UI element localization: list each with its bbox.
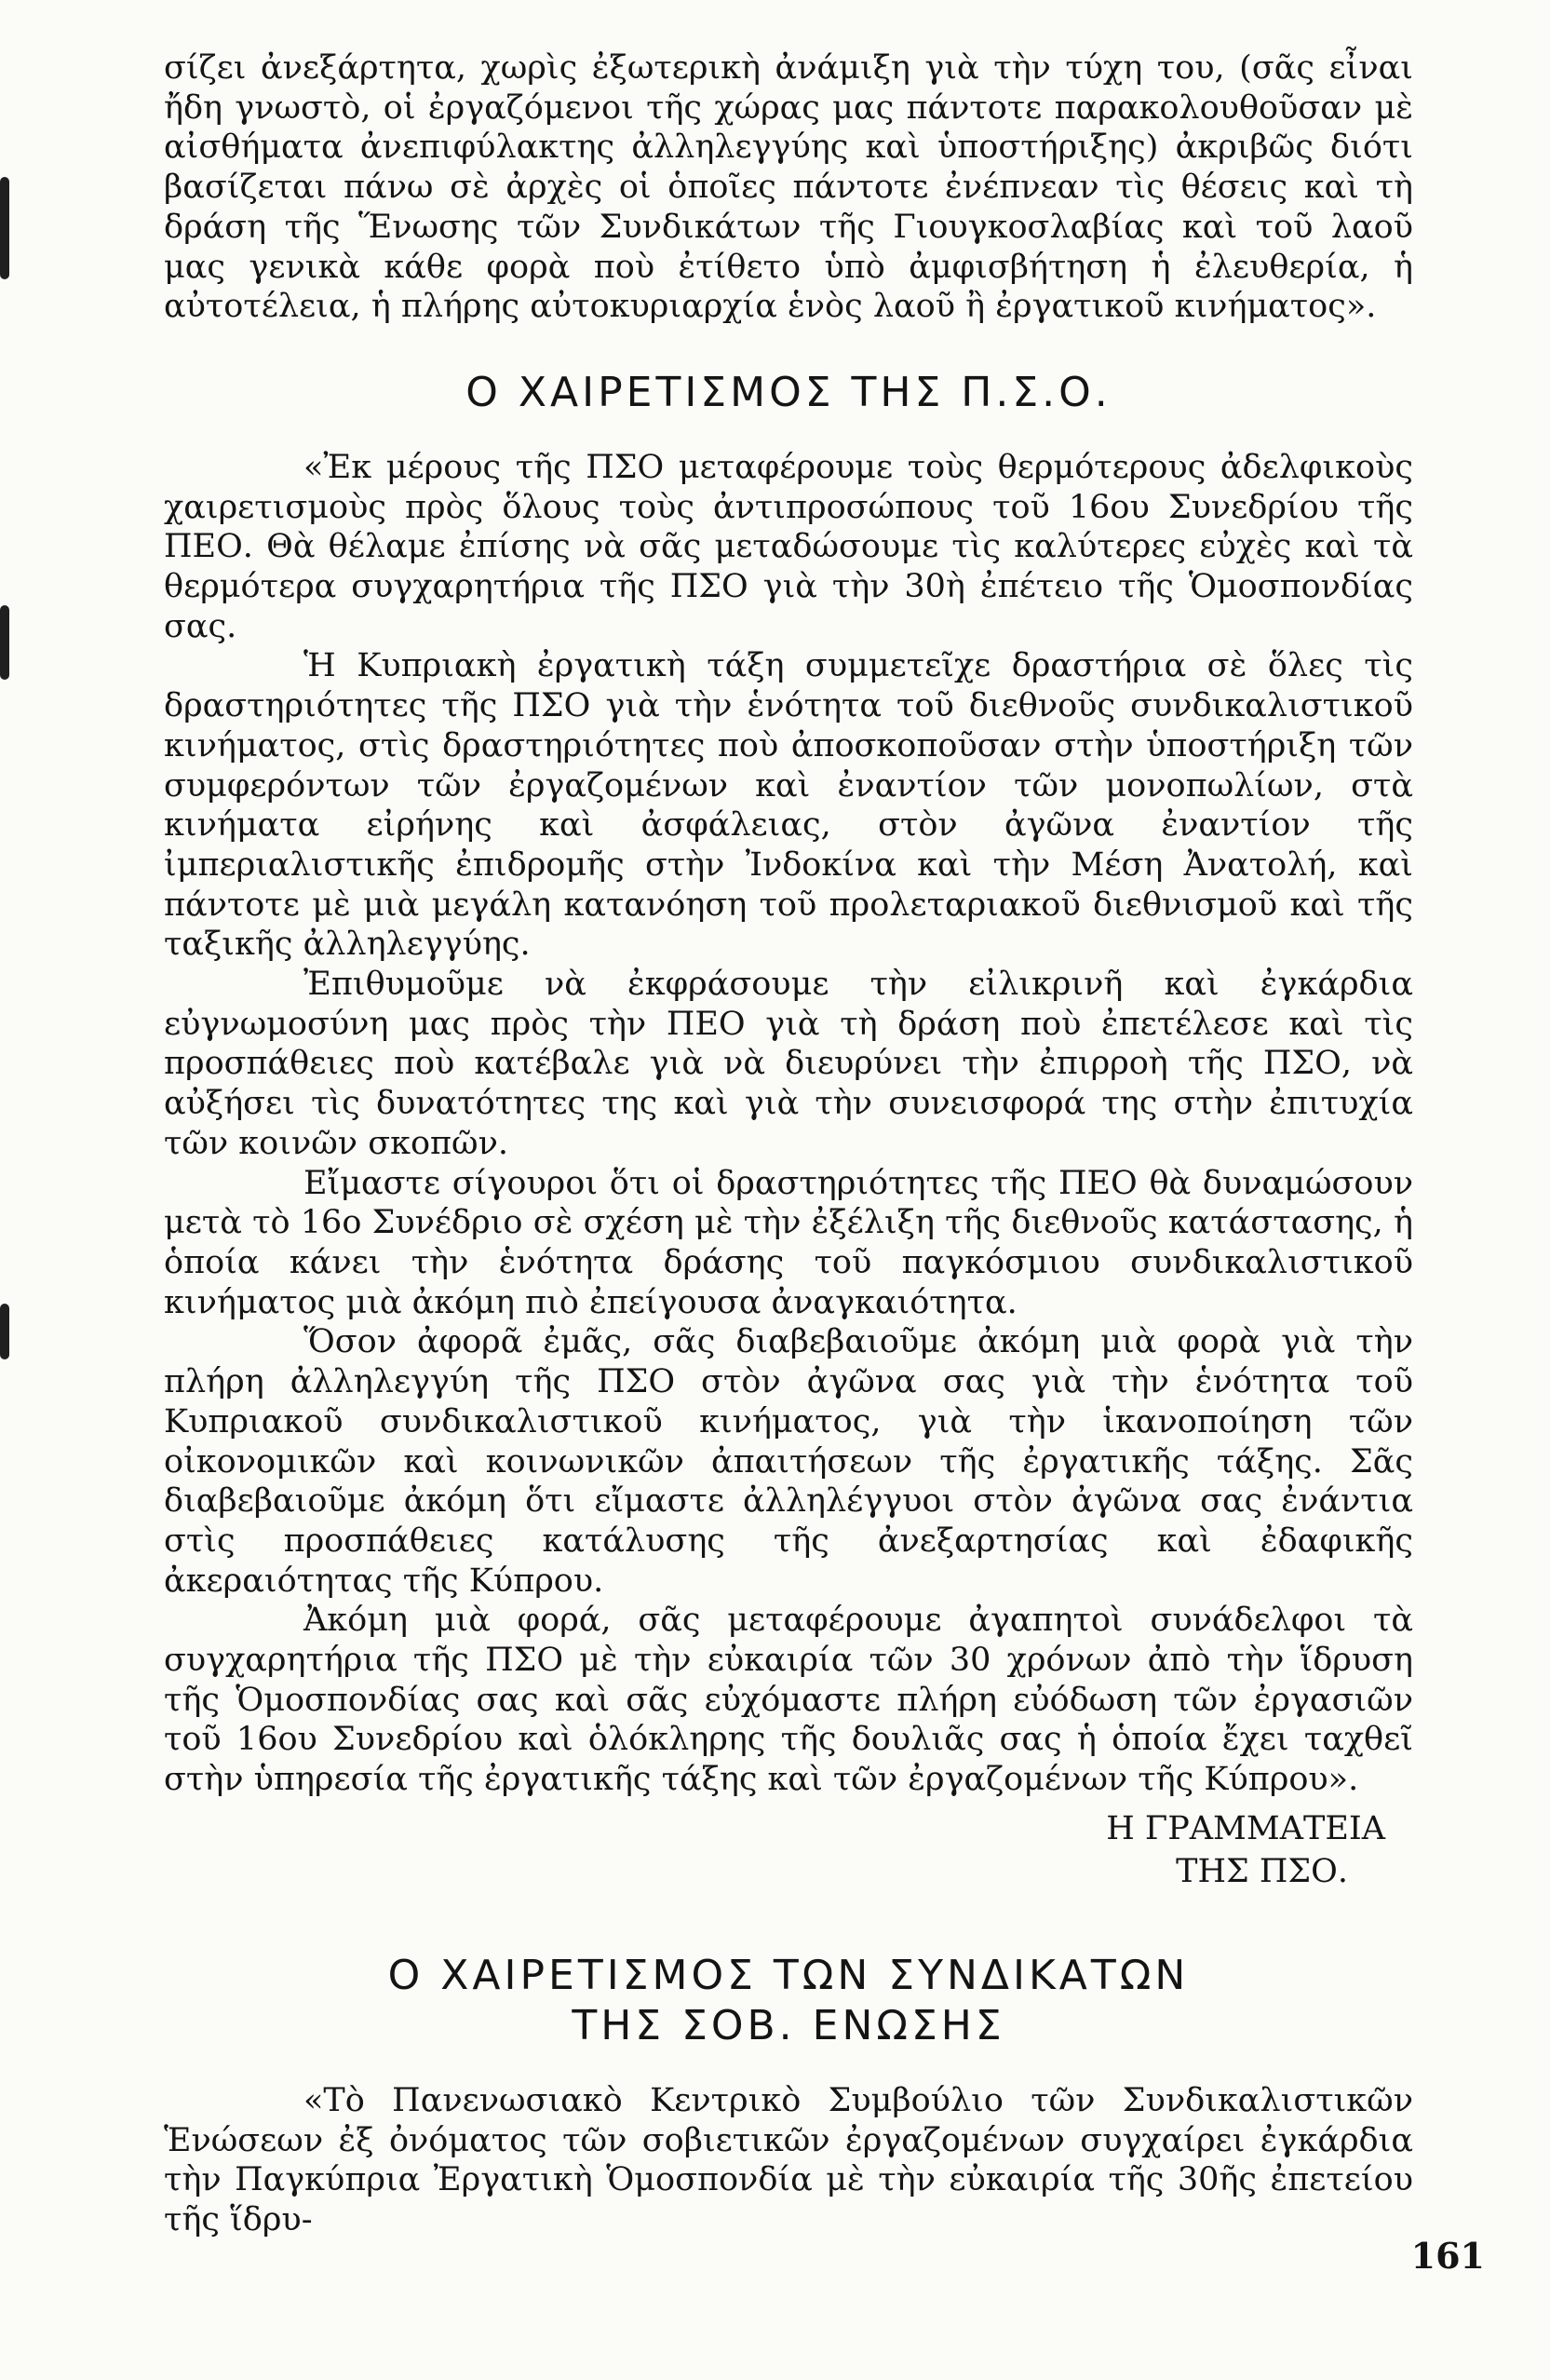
- heading-soviet-greeting: [164, 1951, 1413, 2051]
- signature-line: ΤΗΣ ΠΣΟ.: [1176, 1852, 1348, 1890]
- page-number: 161: [1410, 2235, 1485, 2277]
- page-body: [164, 48, 1413, 2240]
- paragraph: «Τὸ Πανενωσιακὸ Κεντρικὸ Συμβούλιο τῶν Συνδικαλιστικῶν Ἑνώσεων ἐξ ὀνόματος τῶν σοβιετικῶν ἐργαζομένων συγχαίρει ἐγκάρδια τὴν Παγκύπρια Ἐργατικὴ Ὁμοσπονδία μὲ τὴν εὐκαιρία τῆς 30ῆς ἐπετείου τῆς ἵδρυ-: [164, 2081, 1413, 2238]
- paragraph-continuation: σίζει ἀνεξάρτητα, χωρὶς ἐξωτερικὴ ἀνάμιξη γιὰ τὴν τύχη του, (σᾶς εἶναι ἤδη γνωστὸ, οἱ ἐργαζόμενοι τῆς χώρας μας πάντοτε παρακολουθοῦσαν μὲ αἰσθήματα ἀνεπιφύλακτης ἀλληλεγγύης καὶ ὑποστήριξης) ἀκριβῶς διότι βασίζεται πάνω σὲ ἀρχὲς οἱ ὁποῖες πάντοτε ἐνέπνεαν τὶς θέσεις καὶ τὴ δράση τῆς Ἕνωσης τῶν Συνδικάτων τῆς Γιουγκοσλαβίας καὶ τοῦ λαοῦ μας γενικὰ κάθε φορὰ ποὺ ἐτίθετο ὑπὸ ἀμφισβήτηση ἡ ἐλευθερία, ἡ αὐτοτέλεια, ἡ πλήρης αὐτοκυριαρχία ἑνὸς λαοῦ ἢ ἐργατικοῦ κινήματος».: [164, 49, 1413, 326]
- paragraph: Ὅσον ἀφορᾶ ἐμᾶς, σᾶς διαβεβαιοῦμε ἀκόμη μιὰ φορὰ γιὰ τὴν πλήρη ἀλληλεγγύη τῆς ΠΣΟ στὸν ἀγῶνα σας γιὰ τὴν ἑνότητα τοῦ Κυπριακοῦ συνδικαλιστικοῦ κινήματος, γιὰ τὴν ἱκανοποίηση τῶν οἰκονομικῶν καὶ κοινωνικῶν ἀπαιτήσεων τῆς ἐργατικῆς τάξης. Σᾶς διαβεβαιοῦμε ἀκόμη ὅτι εἴμαστε ἀλληλέγγυοι στὸν ἀγῶνα σας ἐνάντια στὶς προσπάθειες κατάλυσης τῆς ἀνεξαρτησίας καὶ ἐδαφικῆς ἀκεραιότητας τῆς Κύπρου.: [164, 1323, 1413, 1600]
- binding-mark: [0, 605, 9, 680]
- paragraph: «Ἐκ μέρους τῆς ΠΣΟ μεταφέρουμε τοὺς θερμότερους ἀδελφικοὺς χαιρετισμοὺς πρὸς ὅλους τοὺς ἀντιπροσώπους τοῦ 16ου Συνεδρίου τῆς ΠΕΟ. Θὰ θέλαμε ἐπίσης νὰ σᾶς μεταδώσουμε τὶς καλύτερες εὐχὲς καὶ τὰ θερμότερα συγχαρητήρια τῆς ΠΣΟ γιὰ τὴν 30ὴ ἐπέτειο τῆς Ὁμοσπονδίας σας.: [164, 448, 1413, 645]
- paragraph: Ἡ Κυπριακὴ ἐργατικὴ τάξη συμμετεῖχε δραστήρια σὲ ὅλες τὶς δραστηριότητες τῆς ΠΣΟ γιὰ τὴν ἑνότητα τοῦ διεθνοῦς συνδικαλιστικοῦ κινήματος, στὶς δραστηριότητες ποὺ ἀποσκοποῦσαν στὴν ὑποστήριξη τῶν συμφερόντων τῶν ἐργαζομένων καὶ ἐναντίον τῶν μονοπωλίων, στὰ κινήματα εἰρήνης καὶ ἀσφάλειας, στὸν ἀγῶνα ἐναντίον τῆς ἰμπεριαλιστικῆς ἐπιδρομῆς στὴν Ἰνδοκίνα καὶ τὴν Μέση Ἀνατολή, καὶ πάντοτε μὲ μιὰ μεγάλη κατανόηση τοῦ προλεταριακοῦ διεθνισμοῦ καὶ τῆς ταξικῆς ἀλληλεγγύης.: [164, 647, 1413, 964]
- binding-mark: [0, 1304, 9, 1359]
- paragraph: Ἀκόμη μιὰ φορά, σᾶς μεταφέρουμε ἀγαπητοὶ συνάδελφοι τὰ συγχαρητήρια τῆς ΠΣΟ μὲ τὴν εὐκαιρία τῶν 30 χρόνων ἀπὸ τὴν ἵδρυση τῆς Ὁμοσπονδίας σας καὶ σᾶς εὐχόμαστε πλήρη εὐόδωση τῶν ἐργασιῶν τοῦ 16ου Συνεδρίου καὶ ὁλόκληρης τῆς δουλιᾶς σας ἡ ὁποία ἔχει ταχθεῖ στὴν ὑπηρεσία τῆς ἐργατικῆς τάξης καὶ τῶν ἐργαζομένων τῆς Κύπρου».: [164, 1602, 1413, 1799]
- signature-line: Η ΓΡΑΜΜΑΤΕΙΑ: [1106, 1809, 1385, 1847]
- heading-line: Ο ΧΑΙΡΕΤΙΣΜΟΣ ΤΩΝ ΣΥΝΔΙΚΑΤΩΝ: [387, 1951, 1190, 1999]
- paragraph: Ἐπιθυμοῦμε νὰ ἐκφράσουμε τὴν εἰλικρινῆ καὶ ἐγκάρδια εὐγνωμοσύνη μας πρὸς τὴν ΠΕΟ γιὰ τὴ δράση ποὺ ἐπετέλεσε καὶ τὶς προσπάθειες ποὺ κατέβαλε γιὰ νὰ διευρύνει τὴν ἐπιρροὴ τῆς ΠΣΟ, νὰ αὐξήσει τὶς δυνατότητες της καὶ γιὰ τὴν συνεισφορά της στὴν ἐπιτυχία τῶν κοινῶν σκοπῶν.: [164, 966, 1413, 1162]
- binding-mark: [0, 177, 9, 279]
- paragraph: Εἴμαστε σίγουροι ὅτι οἱ δραστηριότητες τῆς ΠΕΟ θὰ δυναμώσουν μετὰ τὸ 16ο Συνέδριο σὲ σχέση μὲ τὴν ἐξέλιξη τῆς διεθνοῦς κατάστασης, ἡ ὁποία κάνει τὴν ἑνότητα δράσης τοῦ παγκόσμιου συνδικαλιστικοῦ κινήματος μιὰ ἀκόμη πιὸ ἐπείγουσα ἀναγκαιότητα.: [164, 1164, 1413, 1321]
- signature-block: [164, 1807, 1413, 1893]
- heading-line: ΤΗΣ ΣΟΒ. ΕΝΩΣΗΣ: [572, 2001, 1005, 2049]
- heading-pso-greeting: Ο ΧΑΙΡΕΤΙΣΜΟΣ ΤΗΣ Π.Σ.Ο.: [465, 368, 1112, 416]
